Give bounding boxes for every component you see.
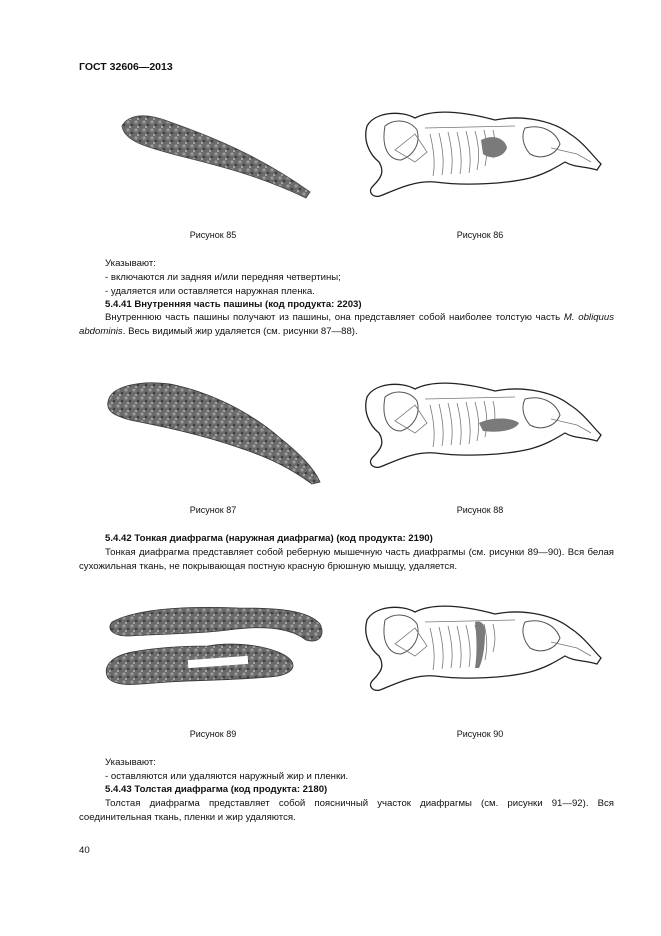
paragraph-text: Внутреннюю часть пашины получают из пашины, она представляет собой наиболее толстую часть (105, 312, 564, 323)
figure-87-image (100, 372, 325, 487)
figure-89-caption: Рисунок 89 (189, 729, 237, 739)
section-heading-5442: 5.4.42 Тонкая диафрагма (наружная диафрагма) (код продукта: 2190) (105, 533, 433, 544)
document-header: ГОСТ 32606—2013 (79, 61, 173, 73)
figure-86-caption: Рисунок 86 (456, 230, 504, 240)
list-lead: Указывают: (105, 258, 156, 269)
list-item: - включаются ли задняя и/или передняя четвертины; (105, 272, 341, 283)
figure-89-image (98, 600, 328, 705)
highlighted-cut-region (481, 137, 507, 157)
figure-86-image (355, 104, 605, 204)
figure-88-caption: Рисунок 88 (456, 505, 504, 515)
highlighted-cut-region (479, 419, 519, 432)
section-heading-5441: 5.4.41 Внутренняя часть пашины (код продукта: 2203) (105, 299, 362, 310)
highlighted-cut-region (475, 621, 485, 668)
list-lead: Указывают: (105, 757, 156, 768)
section-heading-5443: 5.4.43 Толстая диафрагма (код продукта: 2180) (105, 784, 328, 795)
section-paragraph-5441 (79, 311, 614, 339)
latin-term: M. obliquus abdominis (79, 312, 614, 337)
paragraph-text: . Весь видимый жир удаляется (см. рисунки 87—88). (122, 326, 358, 337)
figure-90-image (355, 598, 605, 698)
section-paragraph-5442: Тонкая диафрагма представляет собой реберную мышечную часть диафрагмы (см. рисунки 89—90). Вся белая сухожильная ткань, не покрывающая постную красную брюшную мышцу, удаляется. (79, 547, 614, 572)
list-item: - удаляется или оставляется наружная пленка. (105, 286, 315, 297)
list-item: - оставляются или удаляются наружный жир и пленки. (105, 771, 349, 782)
figure-88-image (355, 375, 605, 475)
figure-85-image (110, 104, 320, 204)
figure-90-caption: Рисунок 90 (456, 729, 504, 739)
page-number: 40 (79, 845, 90, 856)
section-paragraph-5443: Толстая диафрагма представляет собой поясничный участок диафрагмы (см. рисунки 91—92). Вся соединительная ткань, пленки и жир удаляются. (79, 798, 614, 823)
figure-85-caption: Рисунок 85 (189, 230, 237, 240)
figure-87-caption: Рисунок 87 (189, 505, 237, 515)
